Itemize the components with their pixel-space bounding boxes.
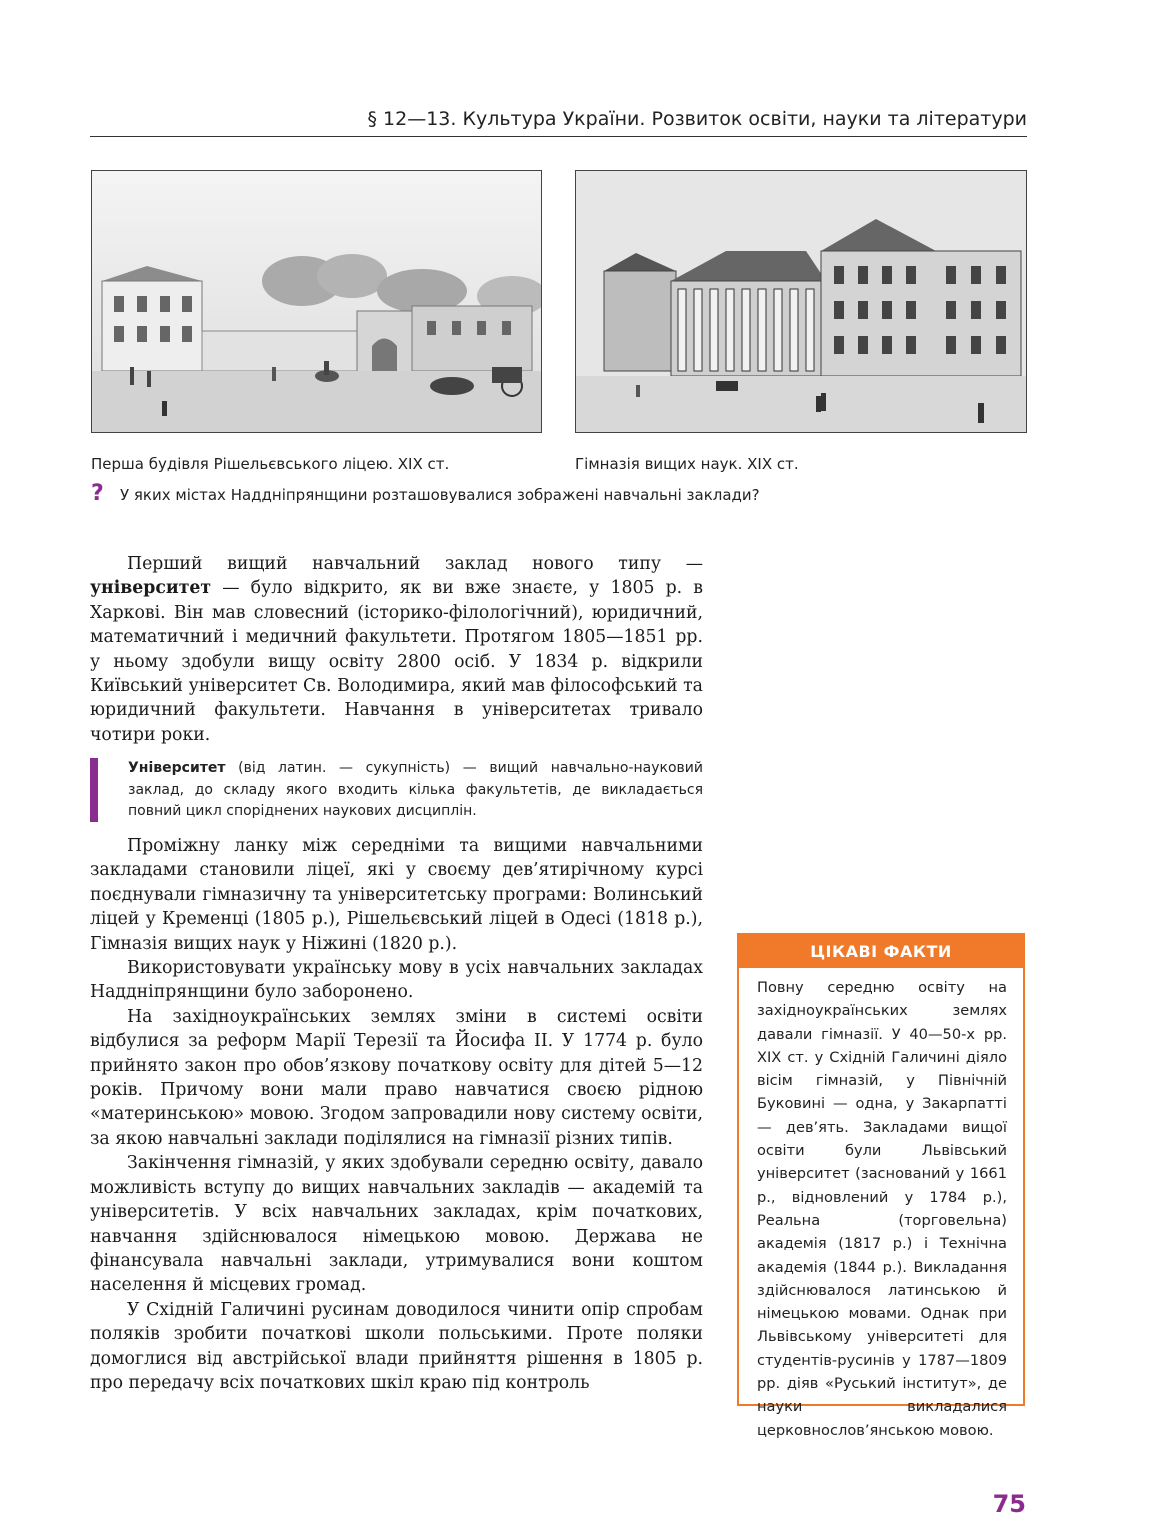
term-university: університет (90, 578, 212, 599)
paragraph-text: — було відкрито, як ви вже знаєте, у 1805 р. в Харкові. Він мав словесний (історико-філологічний), юридичний, математичний і медичний факультети. Протягом 1805—1851 рр. у ньому здобули вищу освіту 2800 осіб. У 1834 р. відкрили Київський університет Св. Володимира, який мав філософський та юридичний факультети. Навчання в університетах тривало чотири роки. (90, 578, 703, 745)
gymnasium-illustration (576, 171, 1026, 432)
question-text: У яких містах Наддніпрянщини розташовувалися зображені навчальні заклади? (120, 486, 760, 504)
running-header: § 12—13. Культура України. Розвиток освіти, науки та літератури (367, 108, 1027, 130)
figure-caption-gymnasium: Гімназія вищих наук. ХІХ ст. (575, 455, 799, 473)
definition-accent-bar (90, 758, 98, 822)
figure-gymnasium (575, 170, 1027, 433)
paragraph-western-reforms: На західноукраїнських землях зміни в системі освіти відбулися за реформ Марії Терезії та Йосифа ІІ. У 1774 р. було прийнято закон про обов’язкову початкову освіту для дітей 5—12 років. Причому вони мали право навчатися своєю рідною «материнською» мовою. Згодом запровадили нову систему освіти, за якою навчальні заклади поділялися на гімназії різних типів. (90, 1006, 703, 1149)
figure-caption-lyceum: Перша будівля Рішельєвського ліцею. ХІХ ст. (91, 455, 450, 473)
main-paragraphs (90, 834, 703, 1395)
paragraph-text: Перший вищий навчальний заклад нового типу — (127, 554, 703, 574)
paragraph-eastern-galicia: У Східній Галичині русинам доводилося чинити опір спробам поляків зробити початкові школи польськими. Проте поляки домоглися від австрійської влади прийняття рішення в 1805 р. про передачу всіх початкових шкіл краю під контроль (90, 1299, 703, 1393)
question-mark-icon: ? (91, 481, 104, 506)
paragraph-gymnasiums: Закінчення гімназій, у яких здобували середню освіту, давало можливість вступу до вищих навчальних закладів — академій та університетів. У всіх навчальних закладах, крім початкових, навчання здійснювалося німецькою мовою. Держава не фінансувала навчальні заклади, утримувалися вони коштом населення й місцевих громад. (90, 1153, 703, 1296)
paragraph-language-ban: Використовувати українську мову в усіх навчальних закладах Наддніпрянщини було заборонено. (90, 958, 703, 1003)
paragraph-lyceums: Проміжну ланку між середніми та вищими навчальними закладами становили ліцеї, які у своєму дев’ятирічному курсі поєднували гімназичну та університетську програми: Волинський ліцей у Кременці (1805 р.), Рішельєвський ліцей в Одесі (1818 р.), Гімназія вищих наук у Ніжині (1820 р.). (90, 836, 703, 954)
paragraph-university (90, 552, 703, 747)
definition-term: Університет (128, 760, 226, 776)
facts-text: Повну середню освіту на західноукраїнських землях давали гімназії. У 40—50-х рр. ХІХ ст. у Східній Галичині діяло вісім гімназій, у Північній Буковині — одна, у Закарпатті — дев’ять. Закладами вищої освіти були Львівський університет (заснований у 1661 р., відновлений у 1784 р.), Реальна (торговельна) академія (1817 р.) і Технічна академія (1844 р.). Викладання здійснювалося латинською й німецькою мовами. Однак при Львівському університеті для студентів-русинів у 1787—1809 рр. діяв «Руський інститут», де науки викладалися церковнослов’янською мовою. (757, 979, 1007, 1439)
figure-richelieu-lyceum (91, 170, 542, 433)
header-rule (90, 136, 1027, 137)
definition-university (128, 758, 703, 823)
lyceum-illustration (92, 171, 541, 432)
interesting-facts-box (737, 933, 1025, 1439)
facts-title: ЦІКАВІ ФАКТИ (739, 935, 1023, 968)
definition-text: (від латин. — сукупність) — вищий навчально-науковий заклад, до складу якого входить кілька факультетів, де викладається повний цикл споріднених наукових дисциплін. (128, 760, 703, 819)
page-number: 75 (992, 1490, 1026, 1518)
